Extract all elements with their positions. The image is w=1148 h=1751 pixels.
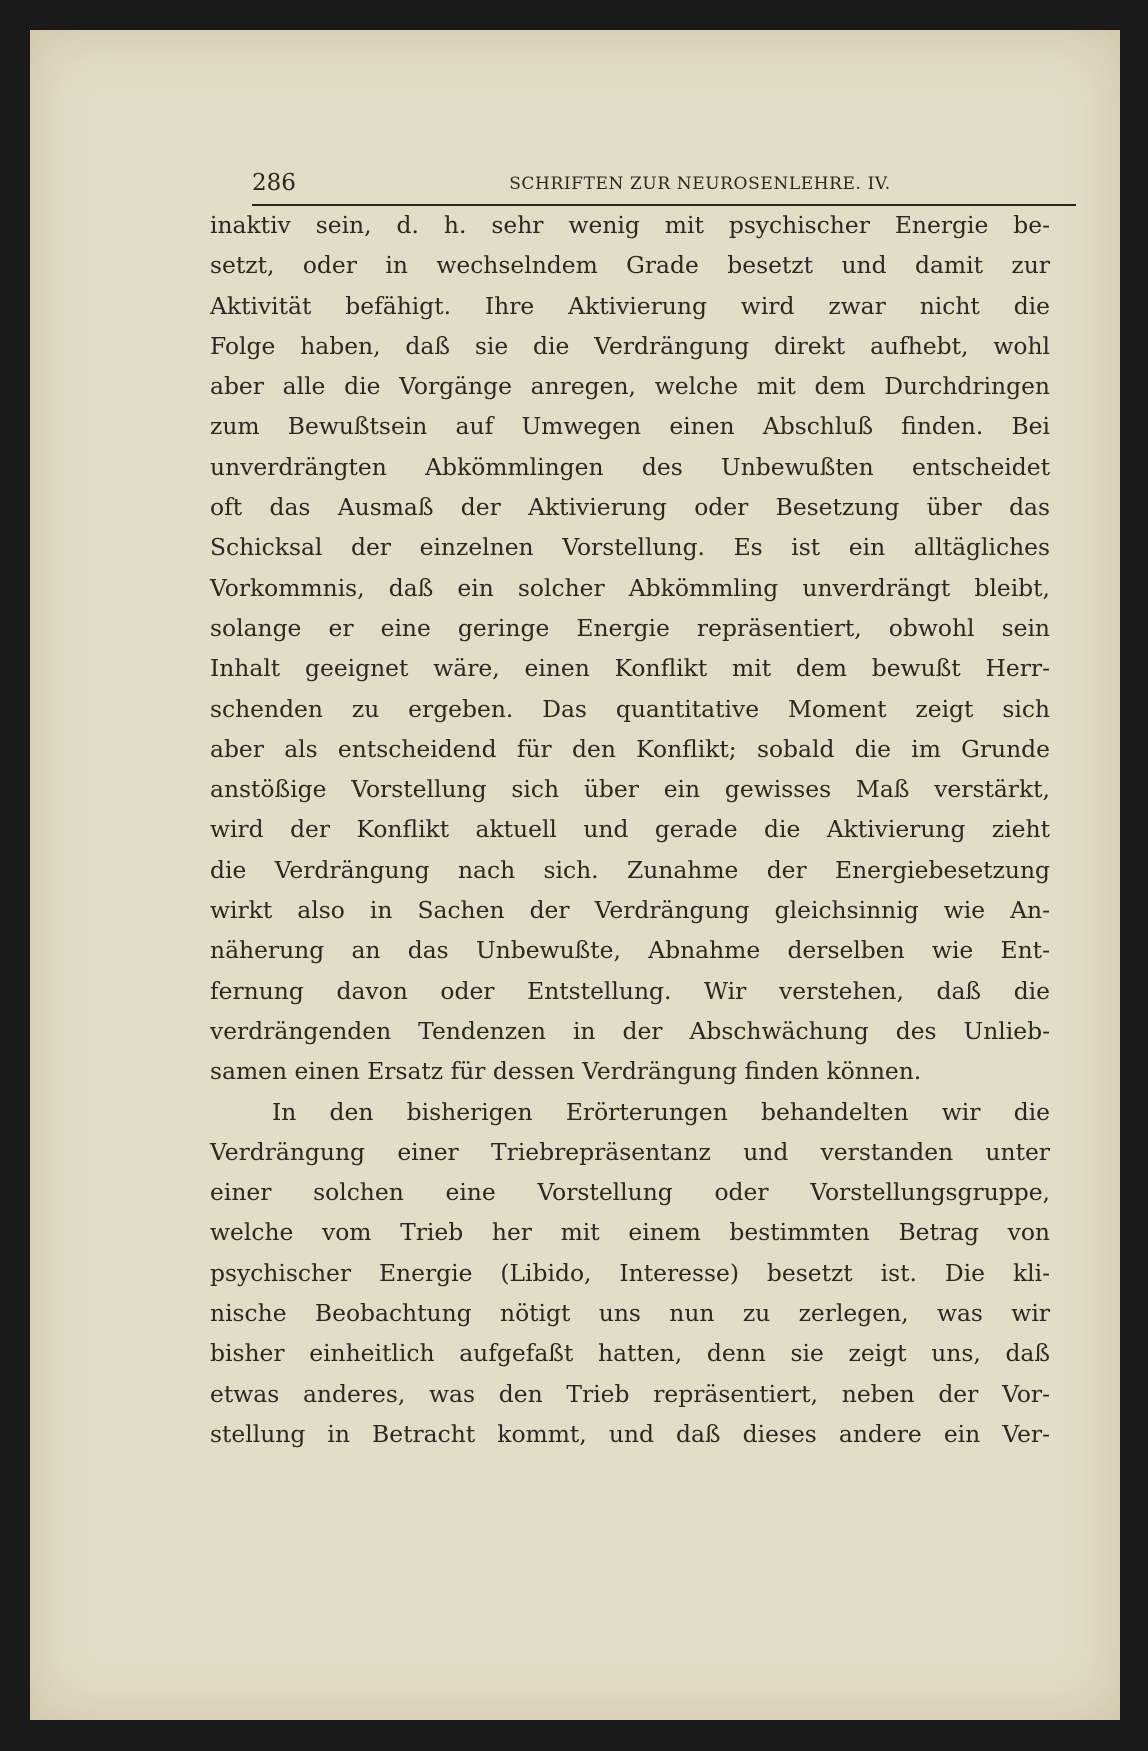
paragraph-end-line: samen einen Ersatz für dessen Verdrängung finden können. (210, 1057, 922, 1086)
text-line: fernung davon oder Entstellung. Wir verstehen, daß die (210, 976, 1050, 1005)
running-title: SCHRIFTEN ZUR NEUROSENLEHRE. IV. (509, 174, 891, 194)
text-line: aber alle die Vorgänge anregen, welche mit dem Durchdringen (210, 372, 1050, 401)
text-line: näherung an das Unbewußte, Abnahme derselben wie Ent- (210, 936, 1050, 965)
text-line: Verdrängung einer Triebrepräsentanz und verstanden unter (210, 1137, 1050, 1166)
text-line: schenden zu ergeben. Das quantitative Moment zeigt sich (210, 694, 1050, 723)
page-number: 286 (252, 170, 296, 196)
text-line: die Verdrängung nach sich. Zunahme der Energiebesetzung (210, 855, 1050, 884)
text-line: Schicksal der einzelnen Vorstellung. Es ist ein alltägliches (210, 533, 1050, 562)
text-line: stellung in Betracht kommt, und daß dieses andere ein Ver- (210, 1419, 1050, 1448)
text-line: wird der Konflikt aktuell und gerade die Aktivierung zieht (210, 815, 1050, 844)
running-head (252, 168, 1076, 206)
text-line: solange er eine geringe Energie repräsentiert, obwohl sein (210, 613, 1050, 642)
text-line: psychischer Energie (Libido, Interesse) besetzt ist. Die kli- (210, 1258, 1050, 1287)
text-line: Vorkommnis, daß ein solcher Abkömmling unverdrängt bleibt, (210, 573, 1050, 602)
text-line: etwas anderes, was den Trieb repräsentiert, neben der Vor- (210, 1379, 1050, 1408)
text-line: oft das Ausmaß der Aktivierung oder Besetzung über das (210, 493, 1050, 522)
text-line: verdrängenden Tendenzen in der Abschwächung des Unlieb- (210, 1016, 1050, 1045)
text-line: Inhalt geeignet wäre, einen Konflikt mit dem bewußt Herr- (210, 654, 1050, 683)
text-line: Aktivität befähigt. Ihre Aktivierung wird zwar nicht die (210, 291, 1050, 320)
text-line: setzt, oder in wechselndem Grade besetzt und damit zur (210, 251, 1050, 280)
paragraph-start-line: In den bisherigen Erörterungen behandelten wir die (272, 1097, 1050, 1126)
text-line: zum Bewußtsein auf Umwegen einen Abschluß finden. Bei (210, 412, 1050, 441)
text-line: einer solchen eine Vorstellung oder Vorstellungsgruppe, (210, 1178, 1050, 1207)
text-line: wirkt also in Sachen der Verdrängung gleichsinnig wie An- (210, 896, 1050, 925)
text-line: bisher einheitlich aufgefaßt hatten, denn sie zeigt uns, daß (210, 1339, 1050, 1368)
text-line: inaktiv sein, d. h. sehr wenig mit psychischer Energie be- (210, 211, 1050, 239)
body-text (210, 205, 1050, 1454)
text-line: aber als entscheidend für den Konflikt; sobald die im Grunde (210, 734, 1050, 763)
text-line: anstößige Vorstellung sich über ein gewisses Maß verstärkt, (210, 775, 1050, 804)
text-line: welche vom Trieb her mit einem bestimmten Betrag von (210, 1218, 1050, 1247)
text-line: Folge haben, daß sie die Verdrängung direkt aufhebt, wohl (210, 331, 1050, 360)
text-line: unverdrängten Abkömmlingen des Unbewußten entscheidet (210, 452, 1050, 481)
text-line: nische Beobachtung nötigt uns nun zu zerlegen, was wir (210, 1299, 1050, 1328)
